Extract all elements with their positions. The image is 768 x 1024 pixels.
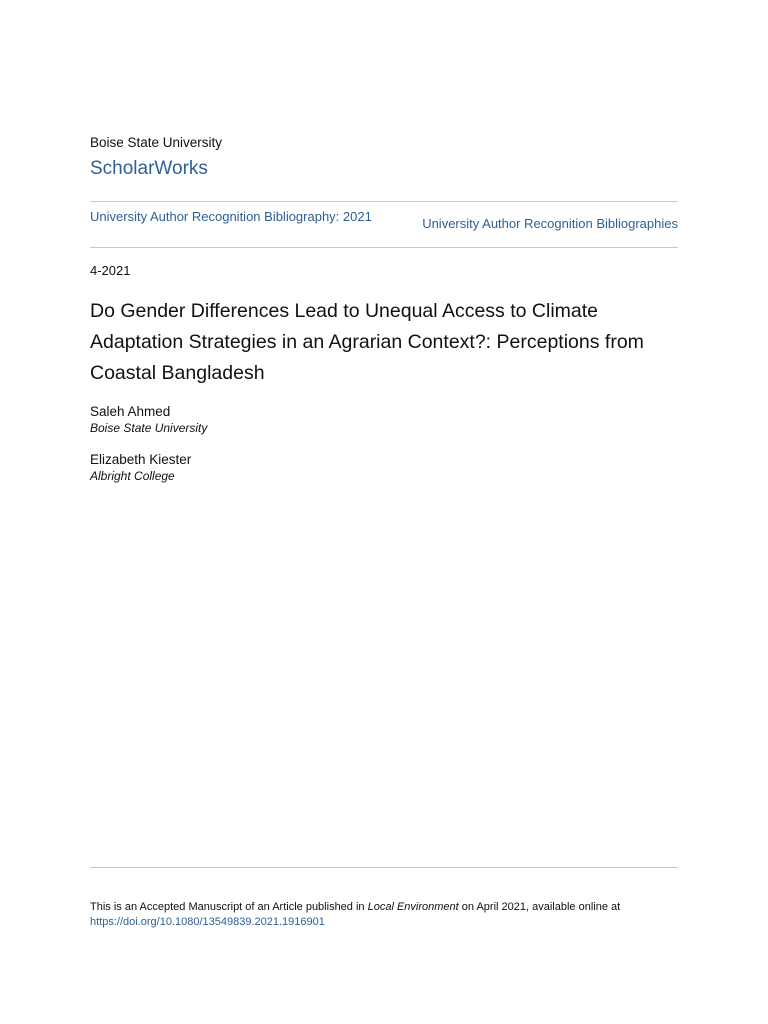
journal-name: Local Environment <box>367 901 459 913</box>
citation-note <box>90 900 678 930</box>
author-affiliation: Boise State University <box>90 421 208 435</box>
author-block <box>90 451 191 484</box>
breadcrumb-bar <box>90 201 678 248</box>
author-name: Elizabeth Kiester <box>90 452 192 467</box>
doi-link[interactable]: https://doi.org/10.1080/13549839.2021.1916901 <box>90 916 325 928</box>
author-name: Saleh Ahmed <box>90 404 171 419</box>
cover-page <box>90 0 678 1024</box>
citation-prefix: This is an Accepted Manuscript of an Article published in <box>90 901 368 913</box>
author-block <box>90 403 207 436</box>
publication-date: 4-2021 <box>90 263 131 278</box>
author-affiliation: Albright College <box>90 469 175 483</box>
collection-link[interactable]: University Author Recognition Bibliography: 2021 <box>90 209 372 224</box>
footer-divider <box>90 867 678 868</box>
institution-name: Boise State University <box>90 135 223 150</box>
parent-collection-link[interactable]: University Author Recognition Bibliographies <box>422 216 678 231</box>
scholarworks-link[interactable]: ScholarWorks <box>90 158 208 179</box>
citation-suffix: on April 2021, available online at <box>458 901 621 913</box>
article-title: Do Gender Differences Lead to Unequal Access to Climate Adaptation Strategies in an Agrarian Context?: Perceptions from Coastal Bangladesh <box>90 300 644 384</box>
